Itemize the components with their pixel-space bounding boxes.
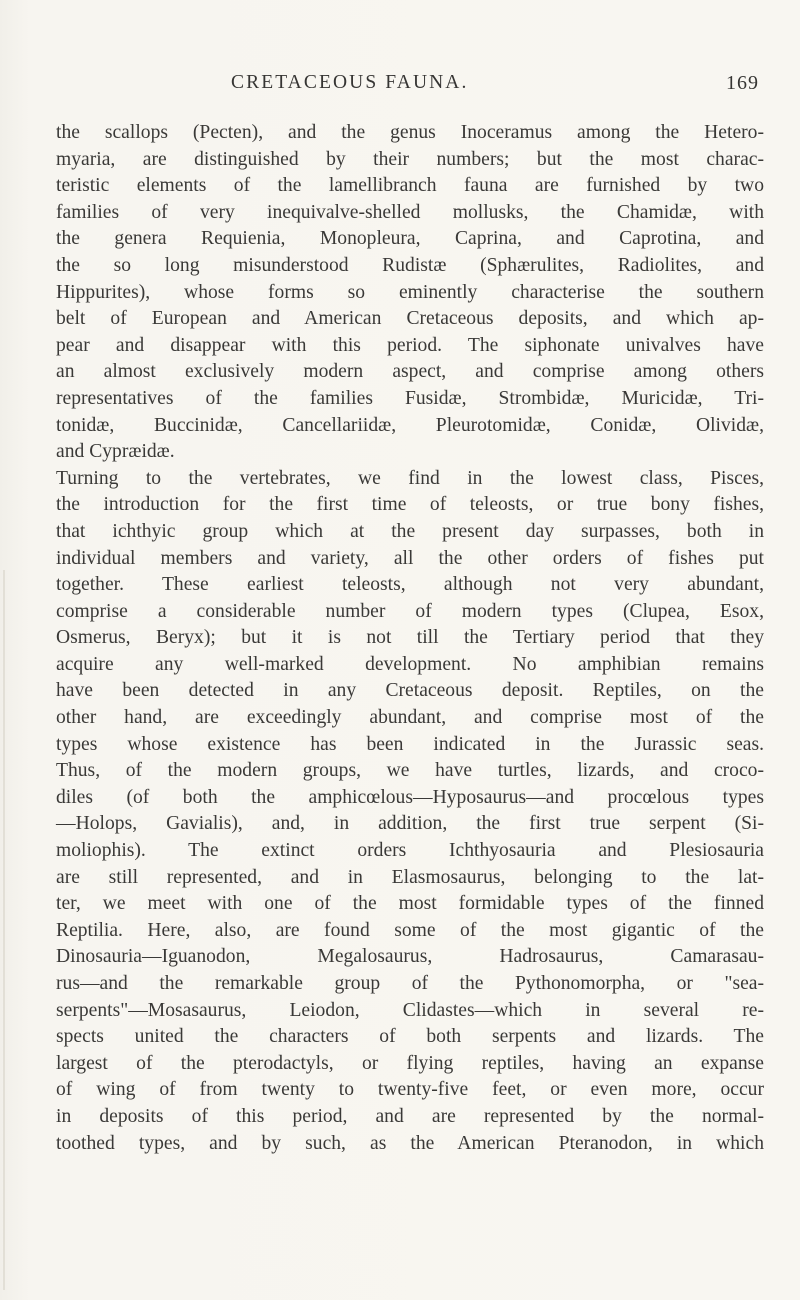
text-line: myaria, are distinguished by their numbers; but the most charac- (56, 148, 764, 170)
page-number: 169 (726, 72, 759, 94)
text-line: ter, we meet with one of the most formidable types of the finned (56, 893, 764, 915)
page-header (0, 72, 800, 102)
text-line: Reptilia. Here, also, are found some of the most gigantic of the (56, 919, 764, 941)
text-line: pear and disappear with this period. The siphonate univalves have (56, 334, 764, 356)
text-line: acquire any well-marked development. No amphibian remains (56, 653, 764, 675)
text-line: Thus, of the modern groups, we have turtles, lizards, and croco- (56, 760, 764, 782)
text-line: moliophis). The extinct orders Ichthyosauria and Plesiosauria (56, 840, 764, 862)
text-line: have been detected in any Cretaceous deposit. Reptiles, on the (56, 680, 764, 702)
text-line: the so long misunderstood Rudistæ (Sphærulites, Radiolites, and (56, 254, 764, 276)
text-line: other hand, are exceedingly abundant, and comprise most of the (56, 707, 764, 729)
text-line: the genera Requienia, Monopleura, Caprina, and Caprotina, and (56, 228, 764, 250)
text-line: —Holops, Gavialis), and, in addition, the first true serpent (Si- (56, 813, 764, 835)
text-line: rus—and the remarkable group of the Pythonomorpha, or "sea- (56, 973, 764, 994)
text-line: an almost exclusively modern aspect, and comprise among others (56, 361, 764, 383)
running-head: CRETACEOUS FAUNA. (231, 72, 469, 93)
text-line: types whose existence has been indicated in the Jurassic seas. (56, 733, 764, 755)
text-line: tonidæ, Buccinidæ, Cancellariidæ, Pleurotomidæ, Conidæ, Olividæ, (56, 414, 764, 436)
paragraph-end-line: and Cypræidæ. (56, 441, 175, 463)
text-line: Dinosauria—Iguanodon, Megalosaurus, Hadrosaurus, Camarasau- (56, 946, 764, 968)
text-line: spects united the characters of both serpents and lizards. The (56, 1026, 764, 1048)
body-text (56, 120, 764, 1157)
text-line: the introduction for the first time of teleosts, or true bony fishes, (56, 494, 764, 516)
text-line: teristic elements of the lamellibranch fauna are furnished by two (56, 175, 764, 197)
text-line: toothed types, and by such, as the American Pteranodon, in which (56, 1132, 764, 1154)
text-line: serpents"—Mosasaurus, Leiodon, Clidastes—which in several re- (56, 999, 764, 1021)
text-line: are still represented, and in Elasmosaurus, belonging to the lat- (56, 866, 764, 888)
text-line: Hippurites), whose forms so eminently characterise the southern (56, 281, 764, 303)
text-line: in deposits of this period, and are represented by the normal- (56, 1105, 764, 1127)
text-line: comprise a considerable number of modern types (Clupea, Esox, (56, 600, 764, 622)
text-line: representatives of the families Fusidæ, Strombidæ, Muricidæ, Tri- (56, 387, 764, 409)
text-line: Osmerus, Beryx); but it is not till the Tertiary period that they (56, 627, 764, 649)
text-line: that ichthyic group which at the present day surpasses, both in (56, 520, 764, 542)
text-line: families of very inequivalve-shelled mollusks, the Chamidæ, with (56, 201, 764, 223)
text-line: together. These earliest teleosts, although not very abundant, (56, 574, 764, 596)
text-line: belt of European and American Cretaceous deposits, and which ap- (56, 308, 764, 330)
text-line: diles (of both the amphicœlous—Hyposaurus—and procœlous types (56, 786, 764, 808)
text-line: individual members and variety, all the other orders of fishes put (56, 547, 764, 569)
text-line: Turning to the vertebrates, we find in the lowest class, Pisces, (56, 467, 764, 489)
text-line: of wing of from twenty to twenty-five feet, or even more, occur (56, 1079, 764, 1101)
text-line: the scallops (Pecten), and the genus Inoceramus among the Hetero- (56, 122, 764, 143)
text-line: largest of the pterodactyls, or flying reptiles, having an expanse (56, 1052, 764, 1074)
page-edge-shadow (3, 570, 5, 1290)
